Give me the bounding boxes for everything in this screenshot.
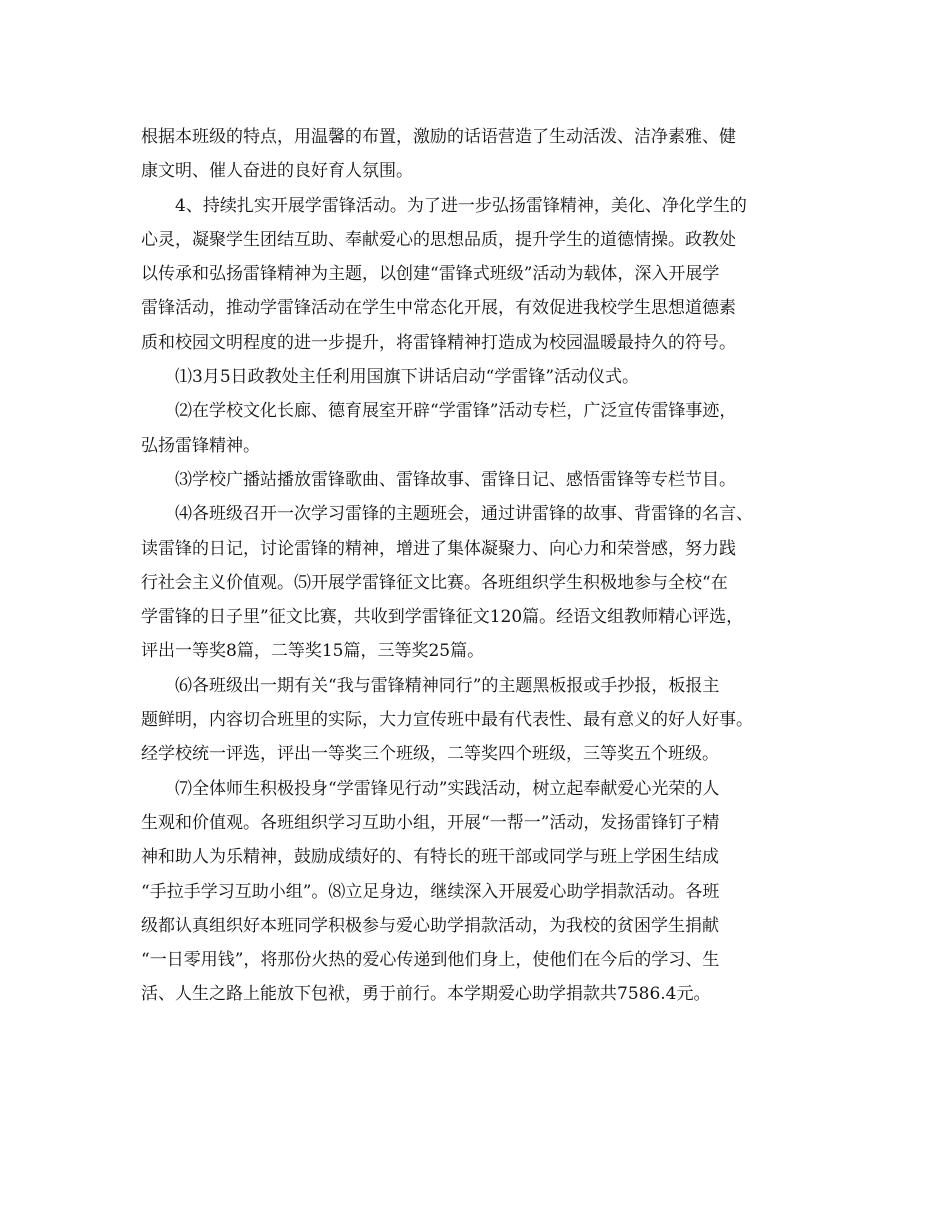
body-text — [141, 120, 811, 1012]
paragraph-first-line: 4、持续扎实开展学雷锋活动。为了进一步弘扬雷锋精神，美化、净化学生的 — [175, 195, 747, 216]
text-line: 神和助人为乐精神，鼓励成绩好的、有特长的班干部或同学与班上学困生结成 — [141, 847, 719, 868]
text-line: 级都认真组织好本班同学积极参与爱心助学捐款活动，为我校的贫困学生捐献 — [141, 915, 719, 936]
text-line: 评出一等奖8篇，二等奖15篇，三等奖25篇。 — [141, 641, 485, 662]
text-line: 根据本班级的特点，用温馨的布置，激励的话语营造了生动活泼、洁净素雅、健 — [141, 127, 736, 147]
text-line: 行社会主义价值观。⑸开展学雷锋征文比赛。各班组织学生积极地参与全校“在 — [141, 572, 728, 593]
text-line: 质和校园文明程度的进一步提升，将雷锋精神打造成为校园温暖最持久的符号。 — [141, 332, 736, 353]
text-line: “手拉手学习互助小组”。⑻立足身边，继续深入开展爱心助学捐款活动。各班 — [141, 881, 720, 902]
paragraph-first-line: ⑵在学校文化长廊、德育展室开辟“学雷锋”活动专栏，广泛宣传雷锋事迹， — [175, 401, 737, 422]
paragraph-first-line: ⑺全体师生积极投身“学雷锋见行动”实践活动，树立起奉献爱心光荣的人 — [175, 778, 720, 799]
text-line: “一日零用钱”，将那份火热的爱心传递到他们身上，使他们在今后的学习、生 — [141, 950, 720, 971]
text-line: 康文明、催人奋进的良好育人氛围。 — [141, 161, 413, 182]
text-line: 经学校统一评选，评出一等奖三个班级，二等奖四个班级，三等奖五个班级。 — [141, 744, 719, 765]
text-line: 心灵，凝聚学生团结互助、奉献爱心的思想品质，提升学生的道德情操。政教处 — [141, 229, 736, 250]
text-line: 题鲜明，内容切合班里的实际，大力宣传班中最有代表性、最有意义的好人好事。 — [141, 710, 753, 731]
paragraph-first-line: ⑹各班级出一期有关“我与雷锋精神同行”的主题黑板报或手抄报，板报主 — [175, 675, 720, 696]
text-line: 生观和价值观。各班组织学习互助小组，开展“一帮一”活动，发扬雷锋钉子精 — [141, 812, 720, 833]
text-line: 以传承和弘扬雷锋精神为主题，以创建“雷锋式班级”活动为载体，深入开展学 — [141, 264, 720, 285]
paragraph-first-line: ⑷各班级召开一次学习雷锋的主题班会，通过讲雷锋的故事、背雷锋的名言、 — [175, 504, 753, 525]
paragraph-first-line: ⑶学校广播站播放雷锋歌曲、雷锋故事、雷锋日记、感悟雷锋等专栏节目。 — [175, 469, 736, 490]
text-line: 学雷锋的日子里”征文比赛，共收到学雷锋征文120篇。经语文组教师精心评选， — [141, 607, 744, 628]
text-line: 活、人生之路上能放下包袱，勇于前行。本学期爱心助学捐款共7586.4元。 — [141, 984, 711, 1005]
text-line: 雷锋活动，推动学雷锋活动在学生中常态化开展，有效促进我校学生思想道德素 — [141, 298, 736, 319]
text-line: 读雷锋的日记，讨论雷锋的精神，增进了集体凝聚力、向心力和荣誉感，努力践 — [141, 538, 736, 559]
paragraph-first-line: ⑴3月5日政教处主任利用国旗下讲话启动“学雷锋”活动仪式。 — [175, 367, 640, 388]
text-line: 弘扬雷锋精神。 — [141, 435, 260, 456]
